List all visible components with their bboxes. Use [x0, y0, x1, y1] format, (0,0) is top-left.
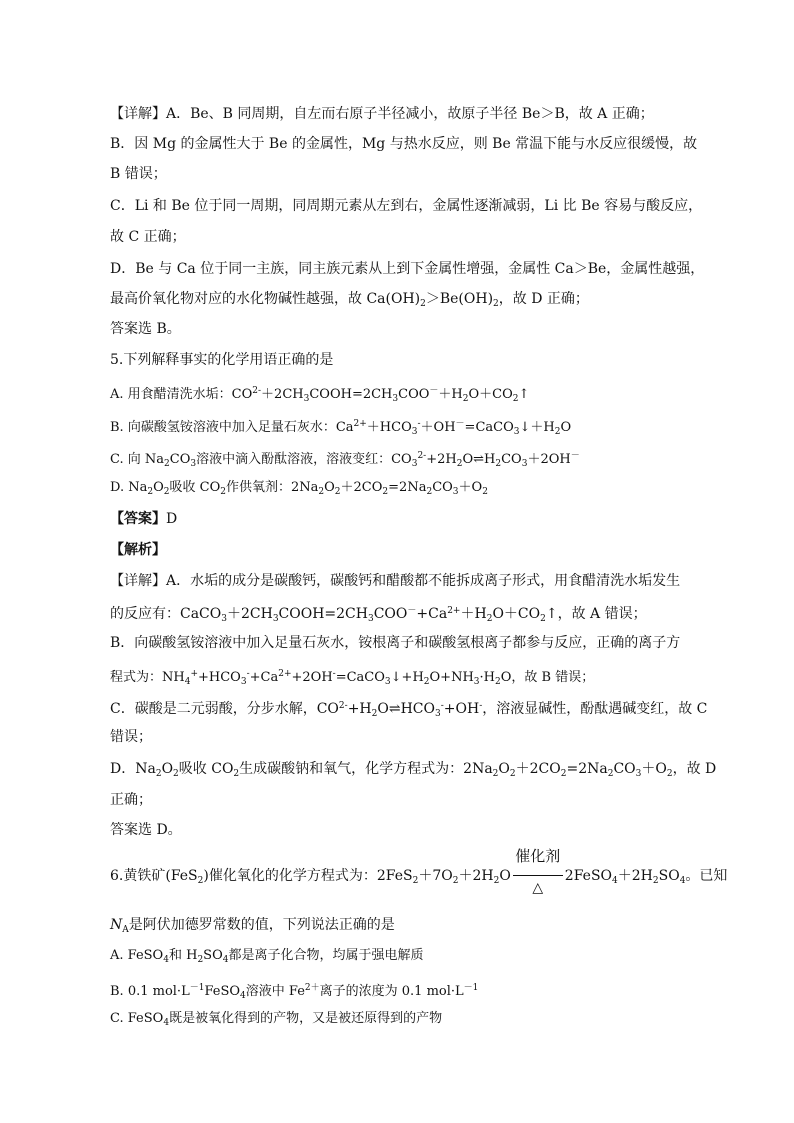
- text-seg: =2Na: [566, 761, 608, 777]
- text-seg: SO: [658, 868, 680, 884]
- subscript: 4: [163, 955, 169, 965]
- text-seg: +H: [347, 701, 372, 717]
- text-seg: COOH=2CH: [309, 387, 393, 402]
- text-seg: ＞Be(OH): [425, 291, 494, 307]
- subscript: 2: [509, 769, 516, 779]
- text-seg: B. 向碳酸氢铵溶液中加入足量石灰水：Ca: [110, 420, 354, 435]
- subscript: 2: [147, 487, 154, 497]
- superscript: －: [570, 451, 580, 461]
- subscript: 2: [540, 614, 546, 624]
- q5-detail-line-4: [110, 664, 594, 692]
- q5-answer-line: 答案选 D。: [110, 822, 182, 838]
- text-seg: +2H: [426, 452, 457, 467]
- text-seg: O，故 B 错误；: [500, 670, 595, 685]
- text-seg: ·H: [479, 670, 495, 685]
- text-seg: 吸收 CO: [178, 761, 234, 777]
- q5-option-b: [110, 414, 571, 442]
- subscript: 2: [495, 459, 502, 469]
- text-seg: N: [110, 917, 123, 933]
- subscript: 3: [452, 487, 459, 497]
- superscript: -: [417, 419, 421, 429]
- text-seg: ＋O: [641, 761, 667, 777]
- text-seg: C. FeSO: [110, 1011, 164, 1026]
- text-seg: ＋2CO: [515, 761, 561, 777]
- text-seg: )催化氧化的化学方程式为：2FeS: [203, 868, 413, 884]
- subscript: 2: [482, 487, 488, 497]
- subscript: 3: [513, 427, 520, 437]
- catalyst-label: 催化剂: [515, 847, 561, 865]
- q4-detail-line-2: B．因 Mg 的金属性大于 Be 的金属性，Mg 与热水反应，则 Be 常温下能与水反应很缓慢，故: [110, 136, 698, 152]
- text-seg: B. 0.1 mol·L: [110, 984, 190, 999]
- subscript: 2: [197, 955, 204, 965]
- text-seg: O＋CO: [468, 387, 513, 402]
- text-seg: CO: [501, 452, 522, 467]
- text-seg: 最高价氧化物对应的水化物碱性越强，故 Ca(OH): [110, 291, 421, 307]
- q6-option-b: [110, 978, 478, 1006]
- text-seg: 6.黄铁矿(FeS: [110, 868, 198, 884]
- subscript: 3: [367, 614, 374, 624]
- text-seg: O: [498, 761, 510, 777]
- subscript: 2: [382, 487, 389, 497]
- text-seg: 的反应有：CaCO: [110, 606, 222, 622]
- text-seg: CO: [169, 452, 191, 467]
- subscript: 2: [462, 394, 469, 404]
- text-seg: SO: [203, 948, 223, 963]
- text-seg: ，故 D 正确；: [498, 291, 589, 307]
- text-seg: 溶液中 Fe: [245, 984, 305, 999]
- subscript: 2: [164, 459, 170, 469]
- superscript: －: [429, 386, 439, 396]
- subscript: 4: [222, 955, 229, 965]
- text-seg: 生成碳酸钠和氧气，化学方程式为：2Na: [239, 761, 493, 777]
- superscript: +: [190, 669, 198, 679]
- text-seg: D. Na: [110, 480, 148, 495]
- text-seg: =CaCO: [335, 670, 385, 685]
- text-seg: 程式为：NH: [110, 670, 185, 685]
- q5-detail-line-5: [110, 696, 707, 724]
- subscript: 3: [635, 769, 642, 779]
- superscript: -: [332, 669, 336, 679]
- text-seg: ＋2CH: [261, 387, 304, 402]
- text-seg: FeSO: [204, 984, 241, 999]
- superscript: －: [455, 419, 465, 429]
- subscript: 3: [411, 459, 418, 469]
- text-seg: A. 用食醋清洗水垢：CO: [110, 387, 253, 402]
- q5-detail-line-2: [110, 601, 647, 629]
- subscript: 2: [163, 487, 170, 497]
- text-seg: O: [324, 480, 335, 495]
- subscript: 2: [334, 487, 341, 497]
- text-seg: 既是被氧化得到的产物，又是被还原得到的产物: [169, 1011, 443, 1026]
- text-seg: +2OH: [291, 670, 333, 685]
- q5-detail-line-6: 错误；: [110, 729, 152, 745]
- subscript: 2: [197, 876, 204, 886]
- text-seg: CO: [432, 480, 453, 495]
- text-seg: ＋2CO: [340, 480, 383, 495]
- superscript: -: [440, 701, 444, 711]
- text-seg: ＋2OH: [527, 452, 571, 467]
- text-seg: C．碳酸是二元弱酸，分步水解，CO: [110, 701, 339, 717]
- subscript: 3: [190, 459, 197, 469]
- subscript: 2: [173, 769, 179, 779]
- answer-value: D: [166, 511, 178, 527]
- text-seg: ＋7O: [418, 868, 453, 884]
- text-seg: C. 向 Na: [110, 452, 165, 467]
- superscript: 2-: [417, 451, 427, 461]
- text-seg: ↑，故 A 错误；: [545, 606, 647, 622]
- subscript: 3: [221, 614, 227, 624]
- text-seg: O⇌H: [462, 452, 496, 467]
- text-seg: 和 H: [168, 948, 198, 963]
- subscript: 2: [666, 769, 673, 779]
- text-seg: ↓+H: [390, 670, 424, 685]
- text-seg: 吸收 CO: [169, 480, 221, 495]
- text-seg: COO: [398, 387, 430, 402]
- subscript: 4: [679, 876, 686, 886]
- text-seg: O＋CO: [492, 606, 541, 622]
- text-seg: ＋2H: [617, 868, 653, 884]
- subscript: 3: [521, 459, 528, 469]
- q4-detail-line-3: B 错误；: [110, 166, 167, 182]
- text-seg: COOH=2CH: [278, 606, 368, 622]
- subscript: 2: [456, 459, 463, 469]
- superscript: 2+: [447, 606, 461, 616]
- subscript: 4: [612, 876, 618, 886]
- subscript: 2: [318, 487, 325, 497]
- q6-stem-line-2: [110, 915, 395, 940]
- subscript: 3: [240, 677, 247, 687]
- superscript: 2+: [353, 419, 367, 429]
- q4-answer-line: 答案选 B。: [110, 321, 181, 337]
- subscript: A: [122, 925, 129, 935]
- q4-detail-line-6: D．Be 与 Ca 位于同一主族，同主族元素从上到下金属性增强，金属性 Ca＞Be，金属性越强，: [110, 261, 705, 277]
- q5-stem: 5.下列解释事实的化学用语正确的是: [110, 352, 334, 368]
- text-seg: 溶液中滴入酚酞溶液，溶液变红：CO: [196, 452, 412, 467]
- subscript: 2: [493, 876, 500, 886]
- text-seg: COO: [373, 606, 408, 622]
- superscript: -: [479, 701, 483, 711]
- text-seg: ＋HCO: [366, 420, 412, 435]
- subscript: 2: [512, 394, 519, 404]
- heat-symbol: △: [532, 880, 544, 896]
- subscript: 3: [473, 677, 480, 687]
- subscript: 2: [560, 769, 567, 779]
- text-seg: O: [161, 761, 174, 777]
- q4-detail-line-7: [110, 289, 589, 314]
- superscript: －1: [189, 983, 205, 993]
- q5-detail-line-7: [110, 759, 716, 784]
- text-seg: A. FeSO: [110, 948, 164, 963]
- text-seg: ＋H: [460, 606, 487, 622]
- q5-option-d: [110, 478, 488, 502]
- superscript: 2-: [252, 386, 262, 396]
- text-seg: 作供氧剂：2Na: [225, 480, 319, 495]
- subscript: 2: [486, 614, 493, 624]
- text-seg: 都是离子化合物，均属于强电解质: [228, 948, 424, 963]
- text-seg: ＋H: [438, 387, 463, 402]
- text-seg: ＋2H: [458, 868, 494, 884]
- q6-stem-line-1: [110, 847, 728, 896]
- text-seg: O⇌HCO: [377, 701, 435, 717]
- q5-analysis-label: 【解析】: [110, 542, 166, 558]
- subscript: 3: [384, 677, 391, 687]
- text-seg: ↑: [518, 387, 530, 402]
- text-seg: ↓＋H: [519, 420, 555, 435]
- text-seg: 是阿伏加德罗常数的值，下列说法正确的是: [128, 917, 395, 933]
- subscript: 2: [220, 487, 226, 497]
- superscript: －: [407, 606, 417, 616]
- superscript: －1: [463, 983, 479, 993]
- superscript: 2＋: [304, 983, 320, 993]
- text-seg: ＋2CH: [226, 606, 273, 622]
- q5-detail-line-8: 正确；: [110, 792, 152, 808]
- subscript: 3: [272, 614, 279, 624]
- subscript: 2: [371, 709, 378, 719]
- text-seg: +Ca: [249, 670, 279, 685]
- q5-detail-line-3: B．向碳酸氢铵溶液中加入足量石灰水，铵根离子和碳酸氢根离子都参与反应，正确的离子方: [110, 635, 681, 651]
- text-seg: 2FeSO: [564, 868, 613, 884]
- answer-label: 【答案】: [110, 511, 166, 527]
- subscript: 2: [426, 487, 433, 497]
- subscript: 2: [423, 677, 430, 687]
- text-seg: =2Na: [388, 480, 427, 495]
- reaction-condition: [511, 847, 565, 896]
- text-seg: ＋O: [458, 480, 483, 495]
- text-seg: O: [153, 480, 164, 495]
- text-seg: ，故 D: [672, 761, 717, 777]
- subscript: 4: [163, 1018, 170, 1028]
- text-seg: 离子的浓度为 0.1 mol·L: [319, 984, 464, 999]
- subscript: 2: [155, 769, 162, 779]
- subscript: 2: [652, 876, 659, 886]
- q4-detail-line-4: C．Li 和 Be 位于同一周期，同周期元素从左到右，金属性逐渐减弱，Li 比 Be 容易与酸反应，: [110, 198, 703, 214]
- subscript: 2: [495, 677, 501, 687]
- text-seg: D．Na: [110, 761, 156, 777]
- q6-option-a: [110, 946, 424, 970]
- text-seg: +Ca: [416, 606, 448, 622]
- text-seg: ＋OH: [420, 420, 456, 435]
- text-seg: O: [560, 420, 572, 435]
- subscript: 2: [554, 427, 561, 437]
- subscript: 2: [412, 876, 419, 886]
- subscript: 3: [434, 709, 441, 719]
- text-seg: +OH: [443, 701, 480, 717]
- subscript: 2: [233, 769, 240, 779]
- q5-answer: [110, 509, 177, 529]
- subscript: 2: [607, 769, 614, 779]
- text-seg: CO: [613, 761, 636, 777]
- q4-detail-line-5: 故 C 正确；: [110, 229, 186, 245]
- text-seg: =CaCO: [464, 420, 514, 435]
- subscript: 2: [452, 876, 459, 886]
- text-seg: 。已知: [685, 868, 728, 884]
- superscript: 2+: [278, 669, 292, 679]
- q6-option-c: [110, 1009, 442, 1033]
- superscript: 2-: [338, 701, 348, 711]
- subscript: 2: [493, 299, 499, 309]
- q5-detail-line-1: 【详解】A．水垢的成分是碳酸钙，碳酸钙和醋酸都不能拆成离子形式，用食醋清洗水垢发生: [110, 573, 681, 589]
- q4-detail-line-1: 【详解】A．Be、B 同周期，自左而右原子半径减小，故原子半径 Be＞B，故 A 正确；: [110, 106, 654, 122]
- subscript: 4: [184, 677, 191, 687]
- q5-option-a: [110, 381, 529, 409]
- subscript: 2: [420, 299, 426, 309]
- text-seg: O: [499, 868, 511, 884]
- text-seg: +HCO: [198, 670, 241, 685]
- text-seg: O+NH: [429, 670, 474, 685]
- subscript: 3: [303, 394, 310, 404]
- superscript: -: [246, 669, 250, 679]
- text-seg: ，溶液显碱性，酚酞遇碱变红，故 C: [482, 701, 708, 717]
- subscript: 3: [392, 394, 399, 404]
- subscript: 2: [492, 769, 499, 779]
- subscript: 4: [240, 991, 246, 1001]
- subscript: 3: [411, 427, 418, 437]
- reaction-arrow-line: [513, 875, 563, 876]
- q5-option-c: [110, 446, 580, 474]
